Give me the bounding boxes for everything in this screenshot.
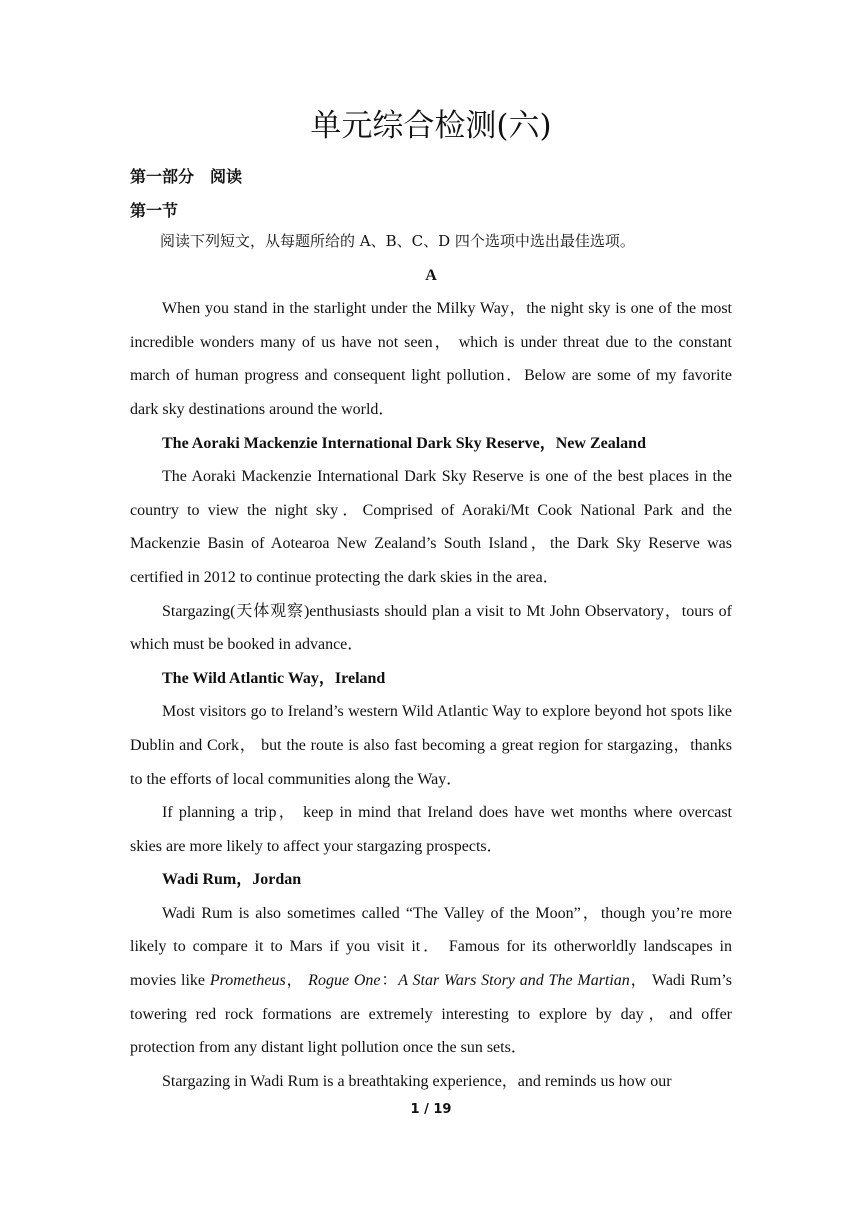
instruction-text: 阅读下列短文，从每题所给的 A、B、C、D 四个选项中选出最佳选项。: [160, 232, 635, 250]
wadi-rum-text-b: ， Wadi Rum’s towering red rock formations are extremely interesting to explore by day，and offer protection from any distant light pollution once the sun sets．: [130, 972, 732, 1057]
document-body: [130, 225, 732, 1098]
movie-prometheus: Prometheus: [209, 972, 286, 990]
passage-label: A: [425, 266, 437, 284]
wadi-rum-text-a: Wadi Rum is also sometimes called “The Valley of the Moon”，though you’re more likely to compare it to Mars if you visit it． Famous for its otherworldly landscapes in movies like: [130, 904, 732, 990]
heading-new-zealand: The Aoraki Mackenzie International Dark Sky Reserve，New Zealand: [162, 434, 646, 452]
paragraph-stargazing-wadi-rum: Stargazing in Wadi Rum is a breathtaking experience，and reminds us how our: [162, 1072, 672, 1090]
heading-jordan: Wadi Rum，Jordan: [162, 871, 302, 889]
paragraph-trip-planning: If planning a trip， keep in mind that Ireland does have wet months where overcast skies are more likely to affect your stargazing prospects．: [130, 804, 732, 855]
paragraph-observatory: Stargazing(天体观察)enthusiasts should plan a visit to Mt John Observatory，tours of which must be booked in advance．: [130, 602, 732, 654]
wadi-rum-sep-2: ：: [380, 972, 399, 990]
wadi-rum-sep-1: ，: [285, 972, 309, 990]
paragraph-reserve: The Aoraki Mackenzie International Dark Sky Reserve is one of the best places in the country to view the night sky．Comprised of Aoraki/Mt Cook National Park and the Mackenzie Basin of Aotearoa New Zealand’s South Island，the Dark Sky Reserve was certified in 2012 to continue protecting the dark skies in the area．: [130, 468, 732, 586]
document-title: 单元综合检测(六): [310, 108, 552, 144]
paragraph-wild-atlantic: Most visitors go to Ireland’s western Wild Atlantic Way to explore beyond hot spots like Dublin and Cork， but the route is also fast becoming a great region for stargazing，thanks to the efforts of local communities along the Way．: [130, 703, 732, 788]
document-page: [130, 0, 732, 1216]
intro-paragraph: When you stand in the starlight under the Milky Way，the night sky is one of the most incredible wonders many of us have not seen， which is under threat due to the constant march of human progress and consequent light pollution．Below are some of my favorite dark sky destinations around the world．: [130, 300, 732, 418]
movie-rogue-one: Rogue One: [308, 972, 381, 990]
section-heading: 第一节: [130, 201, 179, 220]
movie-star-wars-martian: A Star Wars Story and The Martian: [398, 972, 630, 990]
paragraph-wadi-rum: [130, 897, 732, 1065]
heading-ireland: The Wild Atlantic Way，Ireland: [162, 669, 386, 687]
part-heading: 第一部分 阅读: [130, 167, 243, 186]
page-number: 1 / 19: [410, 1102, 452, 1117]
